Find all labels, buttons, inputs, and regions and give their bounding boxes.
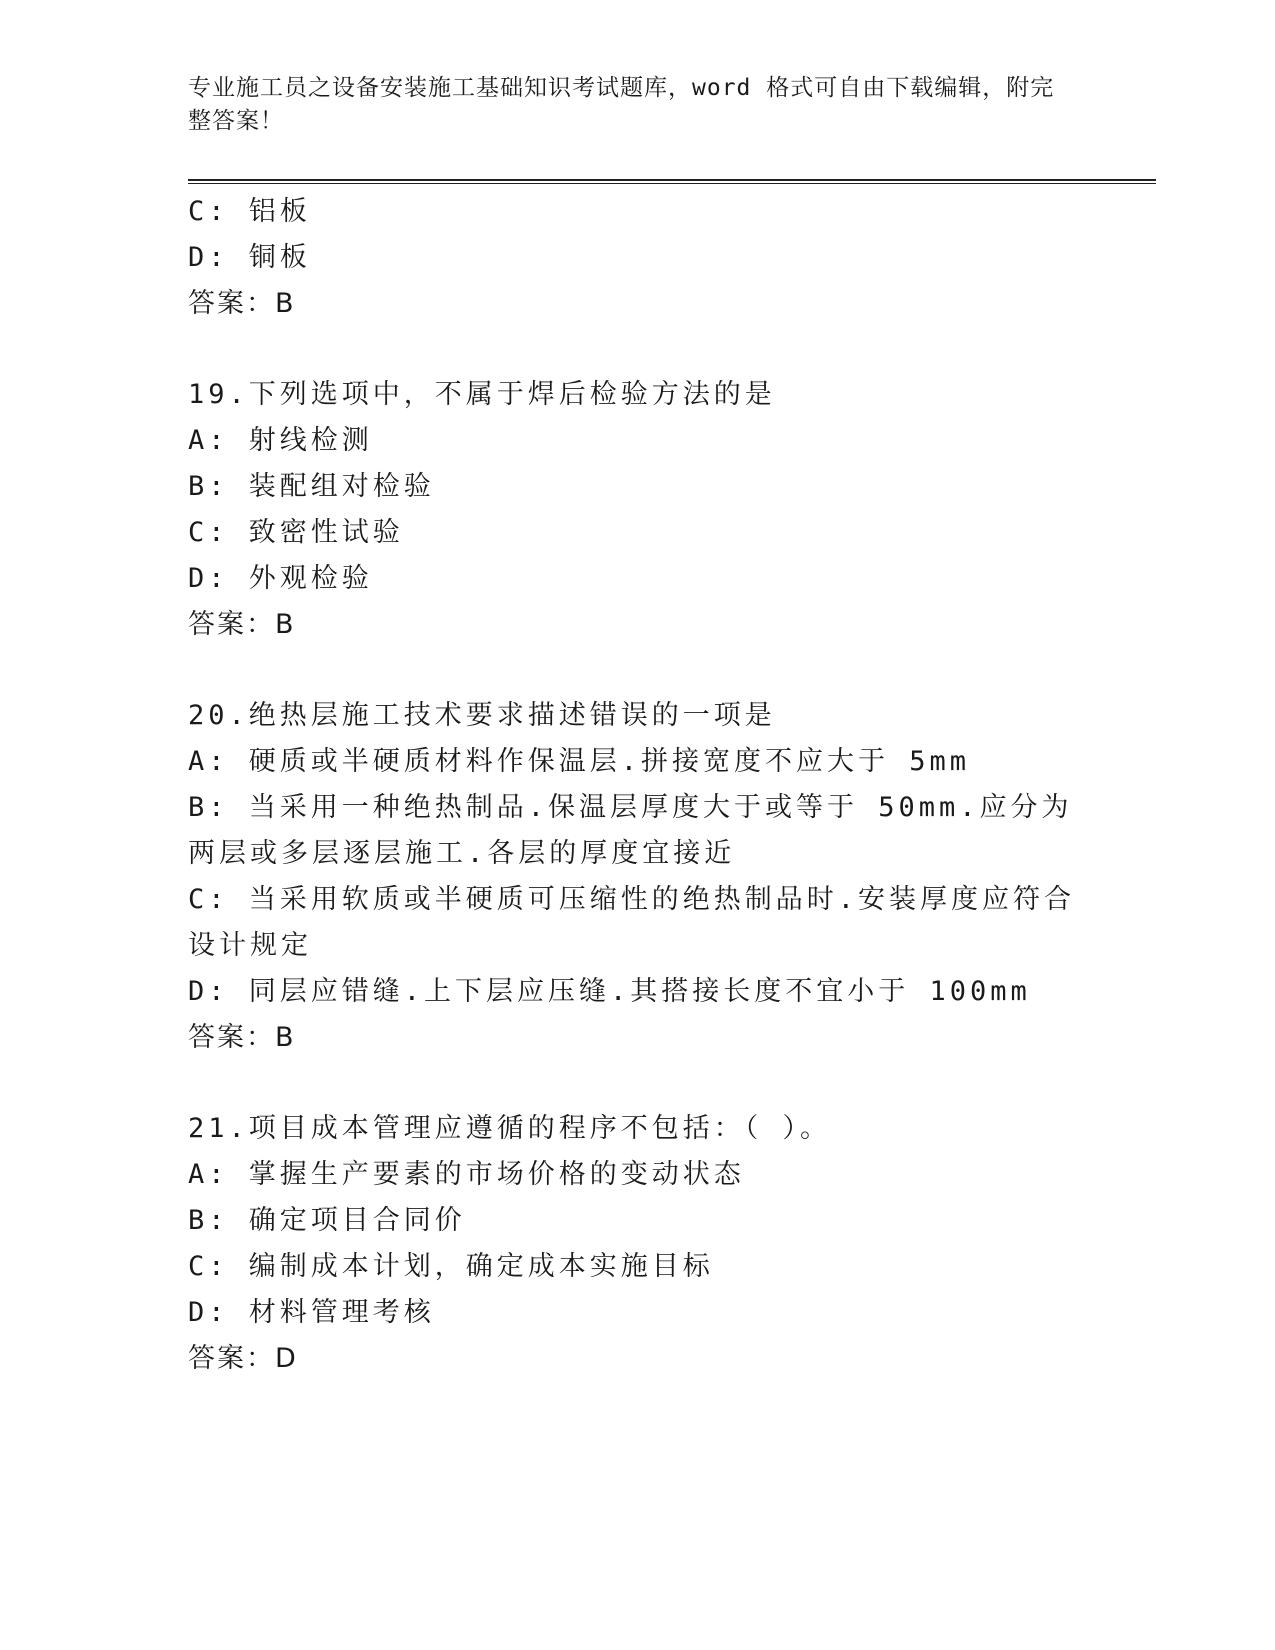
question-content [188, 189, 1088, 1382]
option-a: A: 掌握生产要素的市场价格的变动状态 [188, 1159, 745, 1190]
option-b: B: 当采用一种绝热制品.保温层厚度大于或等于 50mm.应分为两层或多层逐层施工.各层的厚度宜接近 [188, 792, 1073, 869]
option-d: D: 外观检验 [188, 563, 373, 594]
question-19 [188, 372, 1088, 648]
option-a: A: 射线检测 [188, 425, 373, 456]
option-d: D: 同层应错缝.上下层应压缝.其搭接长度不宜小于 100mm [188, 976, 1031, 1007]
option-c: C: 当采用软质或半硬质可压缩性的绝热制品时.安装厚度应符合设计规定 [188, 884, 1076, 961]
option-d: D: 材料管理考核 [188, 1297, 435, 1328]
option-d: D: 铜板 [188, 242, 311, 273]
option-b: B: 装配组对检验 [188, 471, 435, 502]
question-21 [188, 1106, 1088, 1382]
question-stem: 21.项目成本管理应遵循的程序不包括：（ ）。 [188, 1113, 832, 1144]
option-c: C: 编制成本计划，确定成本实施目标 [188, 1251, 714, 1282]
option-b: B: 确定项目合同价 [188, 1205, 466, 1236]
continued-question [188, 189, 1088, 327]
header-divider [188, 179, 1156, 181]
header-divider-thin [188, 183, 1156, 184]
document-header: 专业施工员之设备安装施工基础知识考试题库，word 格式可自由下载编辑，附完整答案！ [188, 75, 1055, 134]
answer-line: 答案：D [188, 1343, 298, 1374]
answer-line: 答案：B [188, 609, 296, 640]
answer-line: 答案：B [188, 1022, 296, 1053]
answer-line: 答案：B [188, 288, 296, 319]
question-stem: 19.下列选项中，不属于焊后检验方法的是 [188, 379, 776, 410]
question-stem: 20.绝热层施工技术要求描述错误的一项是 [188, 700, 776, 731]
question-20 [188, 693, 1088, 1061]
option-c: C: 铝板 [188, 196, 311, 227]
option-a: A: 硬质或半硬质材料作保温层.拼接宽度不应大于 5mm [188, 746, 971, 777]
option-c: C: 致密性试验 [188, 517, 404, 548]
